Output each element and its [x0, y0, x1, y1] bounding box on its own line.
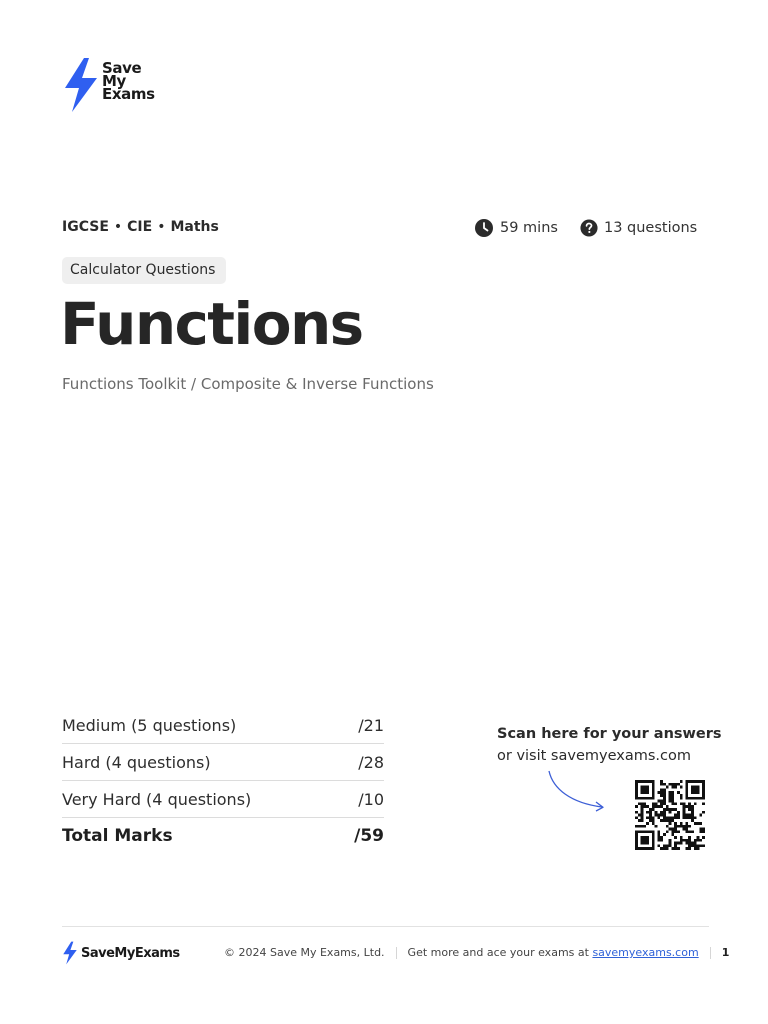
footer-info — [224, 946, 729, 959]
marks-row-very-hard — [62, 781, 384, 818]
curved-arrow-icon — [545, 769, 609, 815]
logo-line: Save — [102, 59, 142, 77]
lightning-bolt-icon — [62, 58, 100, 112]
subject: Maths — [170, 219, 219, 235]
copyright: © 2024 Save My Exams, Ltd. — [224, 946, 385, 959]
question-type-tag: Calculator Questions — [62, 257, 226, 284]
marks-value: /10 — [358, 789, 384, 809]
answers-heading: Scan here for your answers — [497, 726, 722, 742]
logo-line: Exams — [102, 85, 155, 103]
page-title: Functions — [60, 290, 363, 358]
footer-logo-text: SaveMyExams — [81, 945, 180, 961]
footer-divider — [62, 926, 709, 927]
marks-row-medium — [62, 707, 384, 744]
separator: • — [157, 219, 166, 235]
course-breadcrumb — [62, 219, 219, 235]
marks-value: /21 — [358, 715, 384, 735]
cta-text: Get more and ace your exams at — [407, 946, 589, 959]
duration-text: 59 mins — [500, 220, 558, 236]
answers-prompt — [497, 723, 722, 767]
qualification: IGCSE — [62, 219, 109, 235]
footer-cta — [408, 946, 699, 959]
lightning-bolt-icon — [62, 941, 78, 965]
marks-label: Hard (4 questions) — [62, 752, 211, 772]
questions-stat — [580, 219, 697, 237]
answers-subtext: or visit savemyexams.com — [497, 748, 691, 764]
clock-icon — [474, 218, 494, 238]
marks-table — [62, 707, 384, 854]
question-circle-icon — [580, 219, 598, 237]
footer-logo — [62, 941, 180, 965]
marks-value: /28 — [358, 752, 384, 772]
marks-row-total — [62, 818, 384, 854]
separator: • — [113, 219, 123, 235]
marks-label: Medium (5 questions) — [62, 715, 237, 735]
marks-label: Total Marks — [62, 826, 173, 846]
logo-wordmark — [102, 59, 155, 103]
qr-code[interactable] — [634, 780, 706, 850]
footer-separator — [710, 947, 711, 959]
footer-separator — [396, 947, 397, 959]
marks-label: Very Hard (4 questions) — [62, 789, 252, 809]
questions-text: 13 questions — [603, 220, 698, 236]
marks-row-hard — [62, 744, 384, 781]
marks-value: /59 — [354, 826, 384, 846]
paper-stats — [474, 218, 697, 238]
logo-line: My — [102, 72, 126, 90]
duration-stat — [474, 218, 558, 238]
website-link[interactable]: savemyexams.com — [592, 946, 699, 959]
exam-board: CIE — [127, 219, 153, 235]
brand-logo — [62, 58, 172, 112]
topic-path: Functions Toolkit / Composite & Inverse Functions — [62, 375, 434, 393]
page-number: 1 — [721, 946, 730, 959]
